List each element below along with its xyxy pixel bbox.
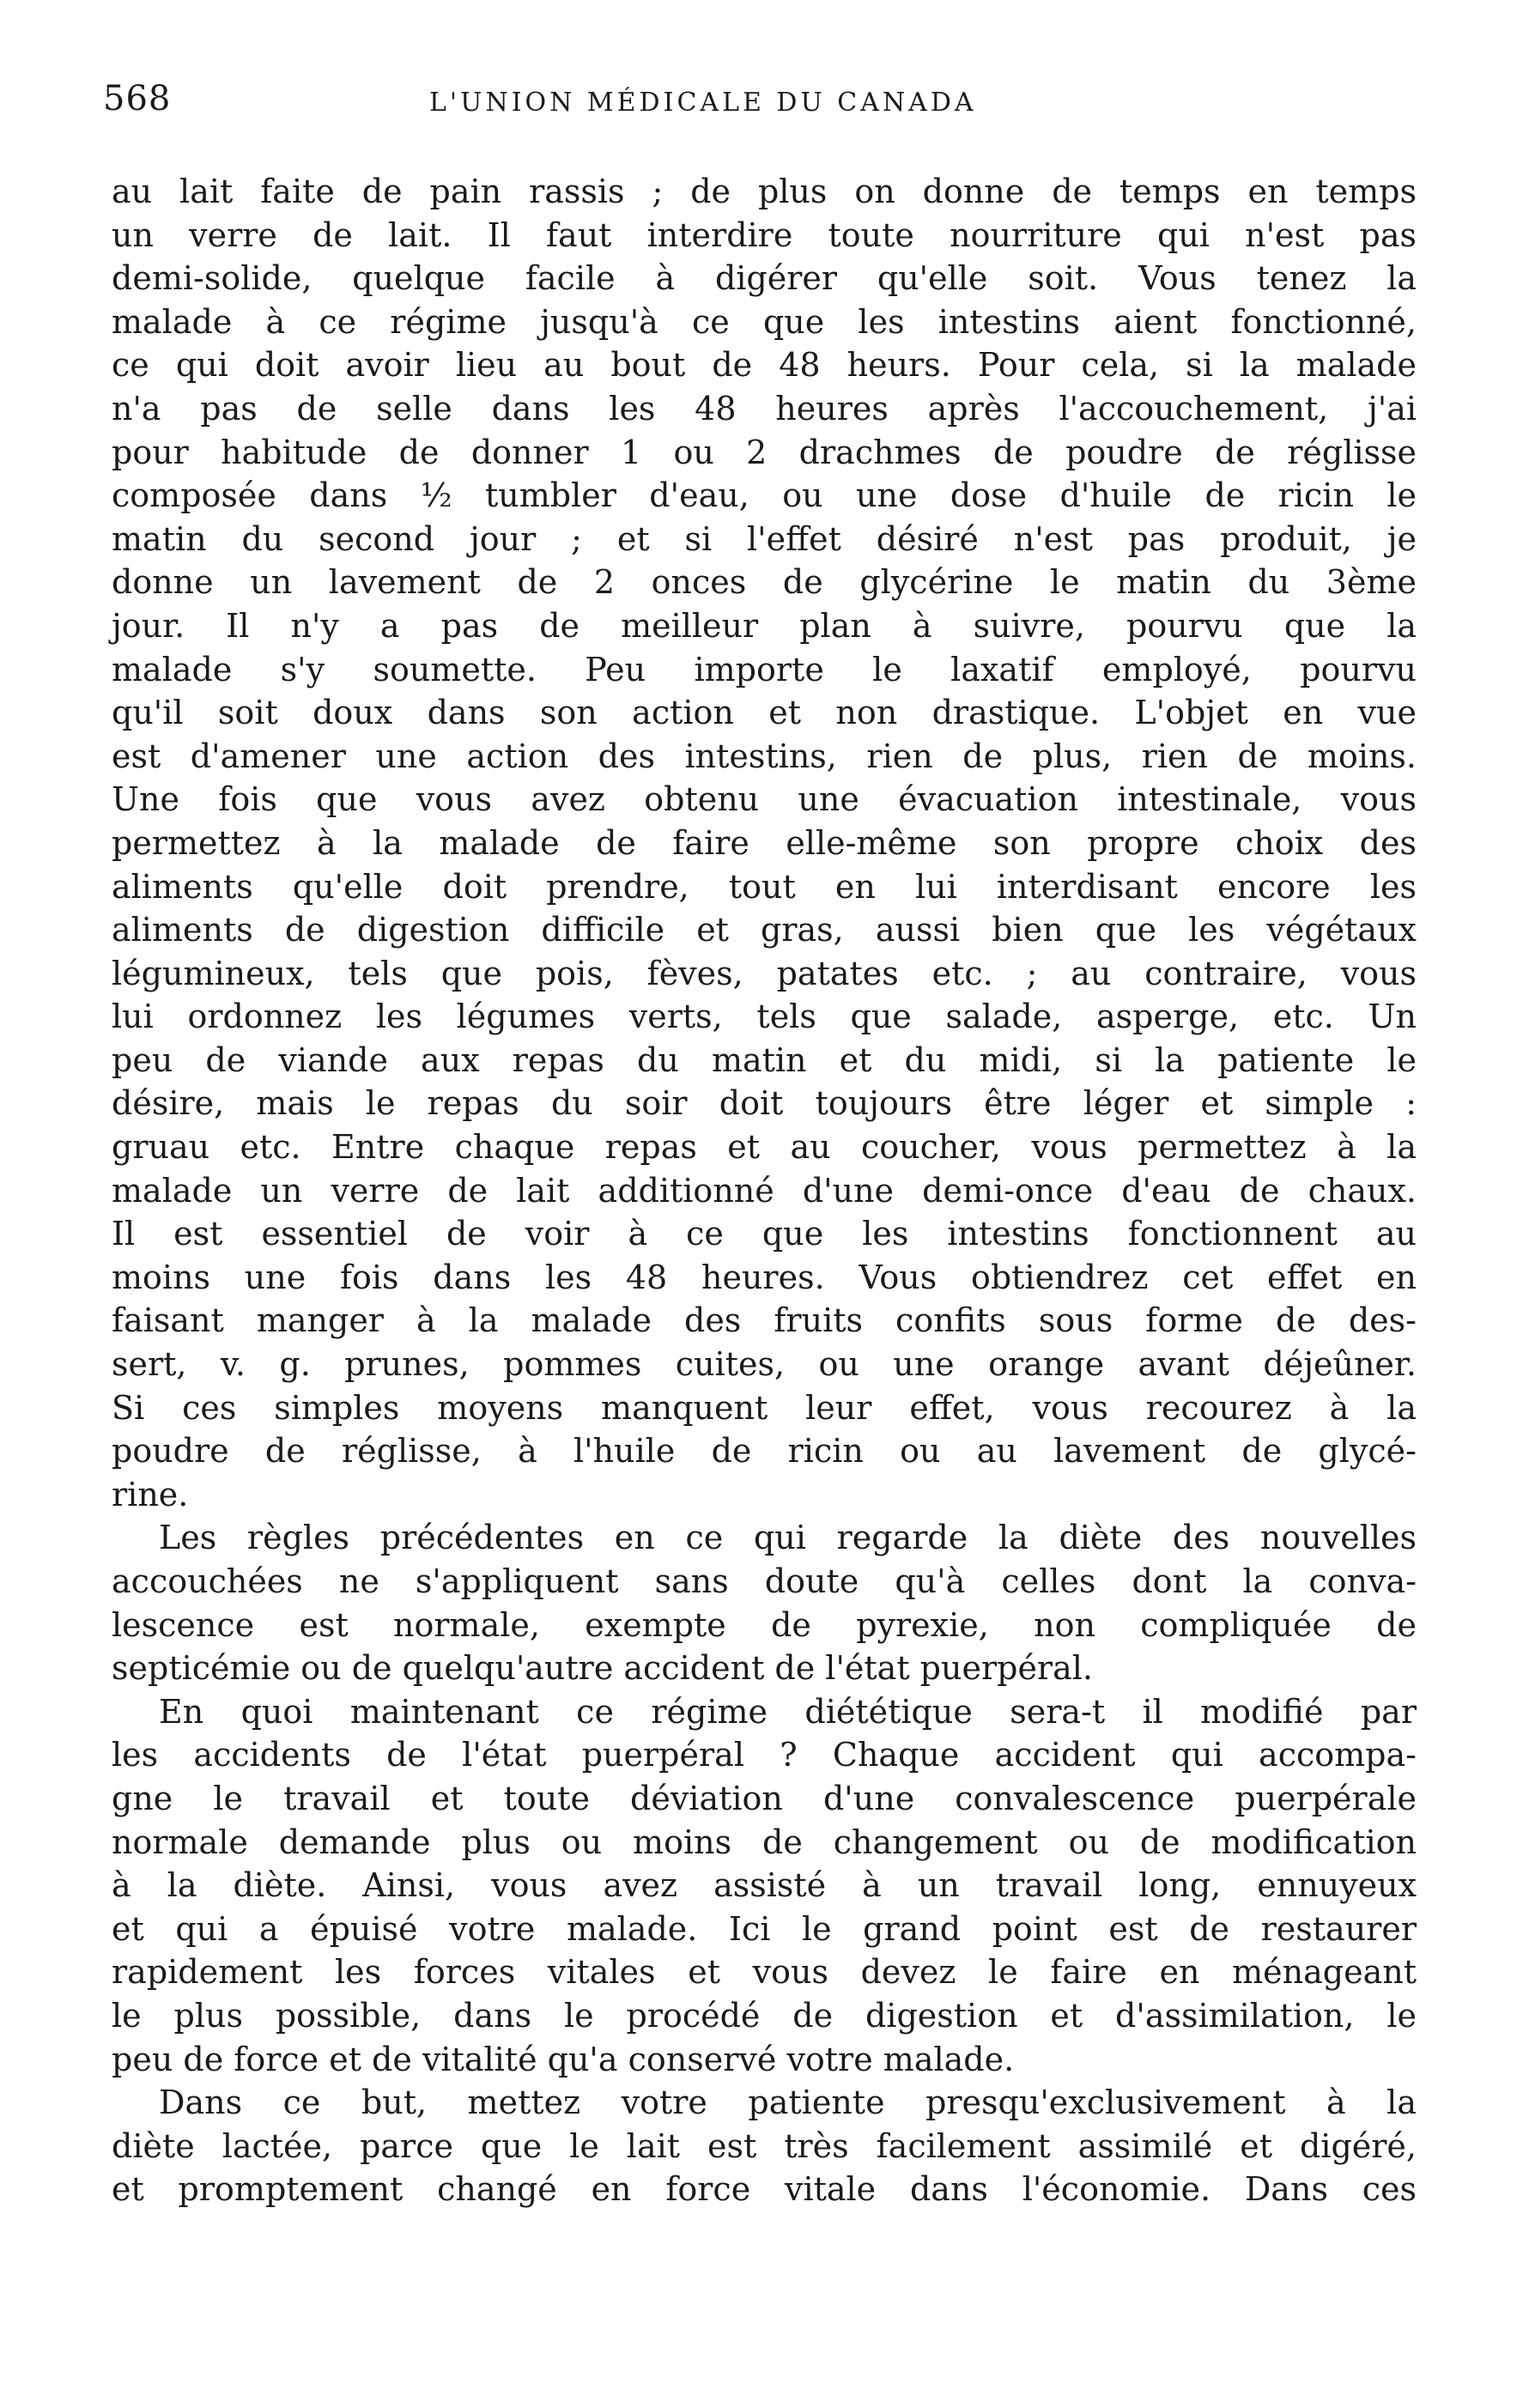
text-line: n'a pas de selle dans les 48 heures après l'accouchement, j'ai: [112, 389, 1417, 428]
text-line: septicémie ou de quelqu'autre accident de l'état puerpéral.: [112, 1649, 1093, 1688]
running-head: [103, 79, 1417, 130]
text-line: gne le travail et toute déviation d'une convalescence puerpérale: [112, 1779, 1417, 1817]
text-line: Si ces simples moyens manquent leur effet, vous recourez à la: [112, 1388, 1417, 1427]
text-line: lescence est normale, exempte de pyrexie, non compliquée de: [112, 1605, 1417, 1644]
text-line: normale demande plus ou moins de changement ou de modification: [112, 1823, 1417, 1861]
text-line: malade s'y soumette. Peu importe le laxatif employé, pourvu: [112, 650, 1417, 688]
text-line: gruau etc. Entre chaque repas et au coucher, vous permettez à la: [112, 1128, 1417, 1167]
text-line: malade à ce régime jusqu'à ce que les intestins aient fonctionné,: [112, 302, 1417, 341]
paragraph-start: En quoi maintenant ce régime diététique sera-t il modifié par: [159, 1692, 1417, 1731]
text-line: sert, v. g. prunes, pommes cuites, ou une orange avant déjeûner.: [112, 1345, 1417, 1384]
text-line: jour. Il n'y a pas de meilleur plan à suivre, pourvu que la: [112, 606, 1417, 645]
text-line: poudre de réglisse, à l'huile de ricin ou au lavement de glycé-: [112, 1432, 1417, 1471]
text-line: le plus possible, dans le procédé de digestion et d'assimilation, le: [112, 1996, 1417, 2035]
text-line: lui ordonnez les légumes verts, tels que salade, asperge, etc. Un: [112, 998, 1417, 1036]
text-line: composée dans ½ tumbler d'eau, ou une dose d'huile de ricin le: [112, 476, 1417, 515]
text-line: permettez à la malade de faire elle-même son propre choix des: [112, 823, 1417, 862]
text-line: faisant manger à la malade des fruits confits sous forme de des-: [112, 1301, 1417, 1340]
text-line: aliments de digestion difficile et gras, aussi bien que les végétaux: [112, 911, 1417, 949]
text-line: aliments qu'elle doit prendre, tout en lui interdisant encore les: [112, 867, 1417, 906]
text-line: Une fois que vous avez obtenu une évacuation intestinale, vous: [112, 780, 1417, 819]
text-line: donne un lavement de 2 onces de glycérine le matin du 3ème: [112, 563, 1417, 602]
text-line: et qui a épuisé votre malade. Ici le grand point est de restaurer: [112, 1909, 1417, 1948]
text-line: au lait faite de pain rassis ; de plus on donne de temps en temps: [112, 173, 1417, 210]
text-line: diète lactée, parce que le lait est très facilement assimilé et digéré,: [112, 2126, 1417, 2165]
text-line: peu de force et de vitalité qu'a conservé votre malade.: [112, 2040, 1015, 2078]
text-line: rine.: [112, 1475, 189, 1513]
text-line: rapidement les forces vitales et vous devez le faire en ménageant: [112, 1953, 1417, 1992]
paragraph-start: Dans ce but, mettez votre patiente presqu'exclusivement à la: [159, 2083, 1417, 2122]
text-line: accouchées ne s'appliquent sans doute qu'à celles dont la conva-: [112, 1562, 1417, 1600]
text-line: les accidents de l'état puerpéral ? Chaque accident qui accompa-: [112, 1736, 1417, 1774]
text-line: pour habitude de donner 1 ou 2 drachmes de poudre de réglisse: [112, 433, 1417, 471]
text-line: ce qui doit avoir lieu au bout de 48 heurs. Pour cela, si la malade: [112, 346, 1417, 385]
text-line: malade un verre de lait additionné d'une demi-once d'eau de chaux.: [112, 1171, 1417, 1210]
text-line: légumineux, tels que pois, fèves, patates etc. ; au contraire, vous: [112, 954, 1417, 992]
text-line: Il est essentiel de voir à ce que les intestins fonctionnent au: [112, 1215, 1417, 1253]
journal-title: L'UNION MÉDICALE DU CANADA: [429, 88, 977, 118]
text-line: est d'amener une action des intestins, rien de plus, rien de moins.: [112, 737, 1417, 775]
text-line: peu de viande aux repas du matin et du midi, si la patiente le: [112, 1040, 1417, 1079]
text-line: qu'il soit doux dans son action et non drastique. L'objet en vue: [112, 694, 1417, 732]
text-line: un verre de lait. Il faut interdire toute nourriture qui n'est pas: [112, 215, 1417, 254]
text-line: matin du second jour ; et si l'effet désiré n'est pas produit, je: [112, 519, 1417, 558]
paragraph-start: Les règles précédentes en ce qui regarde la diète des nouvelles: [159, 1519, 1417, 1557]
text-line: demi-solide, quelque facile à digérer qu'elle soit. Vous tenez la: [112, 259, 1417, 298]
text-line: à la diète. Ainsi, vous avez assisté à un travail long, ennuyeux: [112, 1866, 1417, 1905]
page-number: 568: [103, 79, 172, 118]
body-text: [112, 170, 1417, 2211]
text-line: désire, mais le repas du soir doit toujours être léger et simple :: [112, 1084, 1417, 1123]
text-line: et promptement changé en force vitale dans l'économie. Dans ces: [112, 2170, 1417, 2209]
text-line: moins une fois dans les 48 heures. Vous obtiendrez cet effet en: [112, 1258, 1417, 1296]
